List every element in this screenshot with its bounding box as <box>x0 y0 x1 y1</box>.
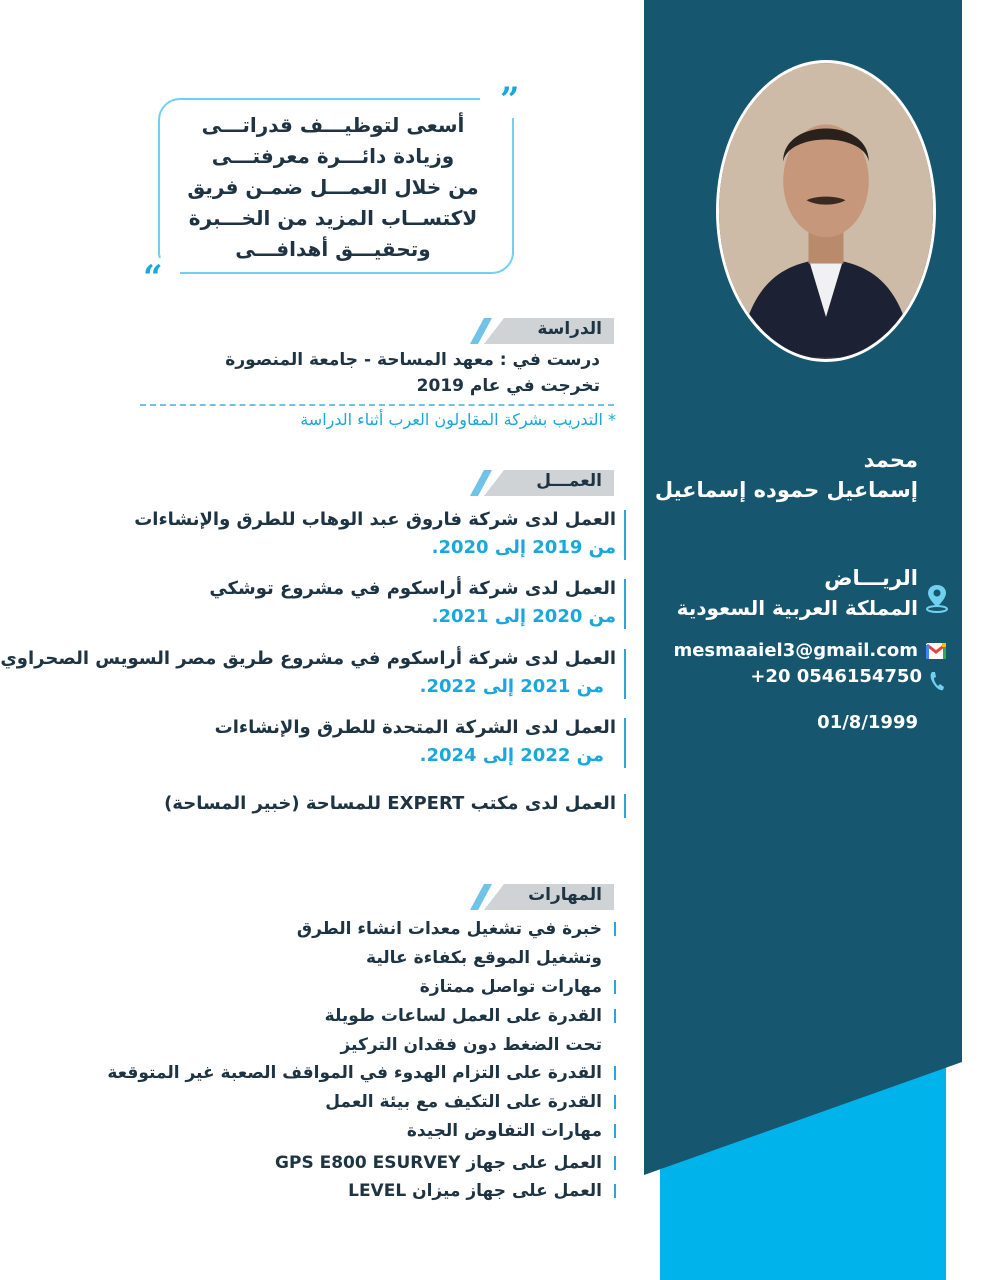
phone-number[interactable]: +20 0546154750 <box>750 666 922 687</box>
education-divider <box>140 404 614 406</box>
objective-line: وتحقيـــق أهدافـــى <box>235 237 431 261</box>
skills-heading: المهارات <box>528 885 602 905</box>
job-entry <box>164 790 616 818</box>
skill-item-continuation: تحت الضغط دون فقدان التركيز <box>340 1035 602 1055</box>
birth-date: 01/8/1999 <box>817 712 918 733</box>
objective-line: من خلال العمـــل ضمـن فريق <box>187 175 479 199</box>
job-title: العمل لدى الشركة المتحدة للطرق والإنشاءات <box>214 717 616 738</box>
education-graduation: تخرجت في عام 2019 <box>416 376 600 396</box>
job-period: من 2021 إلى 2022. <box>419 676 604 697</box>
objective-line: أسعى لتوظيـــف قدراتـــى <box>201 113 465 137</box>
work-heading-bar <box>470 470 614 496</box>
location-country: المملكة العربية السعودية <box>676 596 918 620</box>
email-address[interactable]: mesmaaiel3@gmail.com <box>673 640 918 661</box>
objective-line: لاكتســاب المزيد من الخـــبرة <box>188 206 478 230</box>
job-title: العمل لدى شركة فاروق عبد الوهاب للطرق والإنشاءات <box>134 509 616 530</box>
job-title: العمل لدى شركة أراسكوم في مشروع توشكي <box>209 578 616 599</box>
job-entry <box>0 645 616 701</box>
work-heading: العمـــل <box>536 471 602 491</box>
job-title: العمل لدى شركة أراسكوم في مشروع طريق مصر السويس الصحراوي <box>0 648 616 669</box>
location-city: الريـــاض <box>824 566 918 590</box>
first-name: محمد <box>863 448 918 472</box>
education-heading-bar <box>470 318 614 344</box>
skill-item: العمل على جهاز ميزان LEVEL <box>348 1177 602 1205</box>
job-period: من 2022 إلى 2024. <box>419 745 604 766</box>
quote-open-icon: ” <box>500 80 520 120</box>
job-period: من 2019 إلى 2020. <box>431 537 616 558</box>
skill-item: القدرة على التزام الهدوء في المواقف الصعبة غير المتوقعة <box>107 1059 602 1087</box>
gmail-icon <box>926 643 946 659</box>
job-title: العمل لدى مكتب EXPERT للمساحة (خبير المساحة) <box>164 793 616 814</box>
job-entry <box>215 714 616 770</box>
objective-text <box>170 110 496 265</box>
skill-item: مهارات التفاوض الجيدة <box>407 1117 602 1145</box>
profile-photo <box>716 60 936 362</box>
objective-line: وزيادة دائـــرة معرفتـــى <box>211 144 455 168</box>
phone-icon <box>928 670 946 692</box>
job-entry <box>209 575 616 631</box>
skill-item: مهارات تواصل ممتازة <box>420 973 602 1001</box>
skills-heading-bar <box>470 884 614 910</box>
full-name: إسماعيل حموده إسماعيل <box>654 478 918 502</box>
skill-item: العمل على جهاز GPS E800 ESURVEY <box>275 1149 602 1177</box>
skill-item: خبرة في تشغيل معدات انشاء الطرق <box>297 915 602 943</box>
quote-close-icon: “ <box>143 258 163 298</box>
skill-item: القدرة على التكيف مع بيئة العمل <box>325 1088 602 1116</box>
education-training-note: * التدريب بشركة المقاولون العرب أثناء الدراسة <box>300 410 616 429</box>
job-entry <box>134 506 616 562</box>
skill-item-continuation: وتشغيل الموقع بكفاءة عالية <box>366 948 602 968</box>
location-pin-icon <box>925 583 949 613</box>
education-heading: الدراسة <box>537 319 602 339</box>
education-institute: درست في : معهد المساحة - جامعة المنصورة <box>225 350 600 370</box>
profile-photo-illustration <box>719 63 933 359</box>
job-period: من 2020 إلى 2021. <box>431 606 616 627</box>
skill-item: القدرة على العمل لساعات طويلة <box>325 1002 602 1030</box>
